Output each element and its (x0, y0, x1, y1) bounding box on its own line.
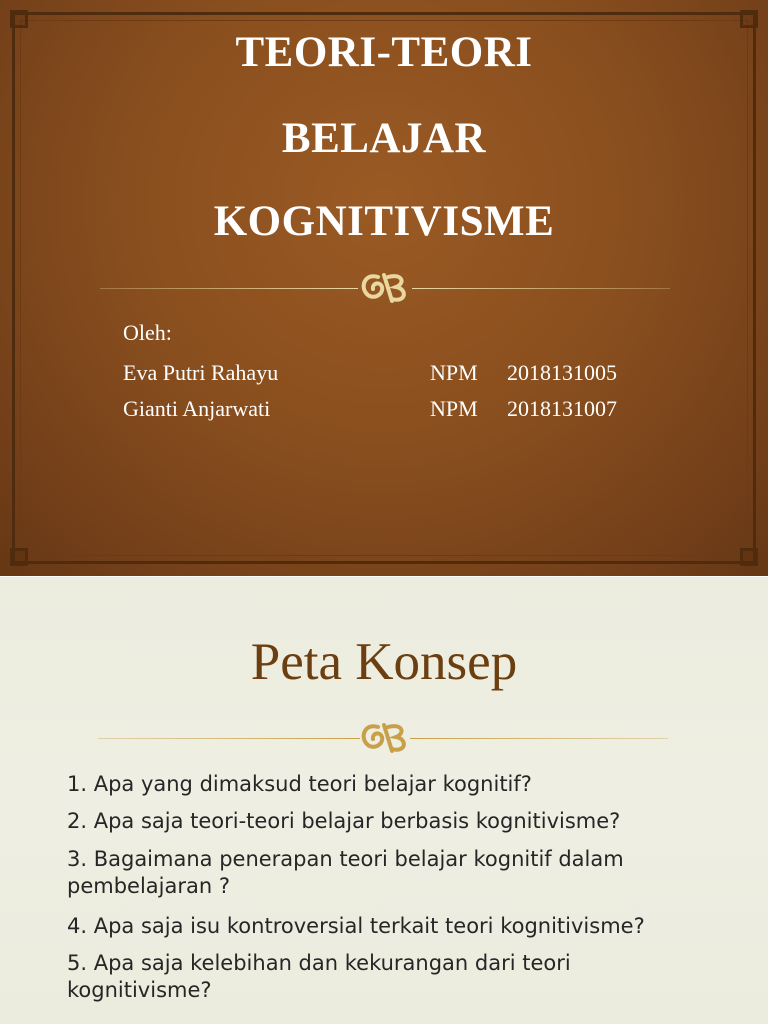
frame-corner (740, 10, 758, 28)
frame-corner (10, 10, 28, 28)
flourish-icon (358, 271, 412, 305)
author-name: Eva Putri Rahayu (123, 360, 279, 385)
question-item: 2. Apa saja teori-teori belajar berbasis kognitivisme? (67, 809, 621, 833)
title-line-1: TEORI-TEORI (235, 29, 533, 76)
question-item: 1. Apa yang dimaksud teori belajar kognitif? (67, 772, 532, 796)
author-id-label: NPM (430, 396, 478, 421)
frame-corner (10, 548, 28, 566)
slide-heading: Peta Konsep (250, 633, 518, 691)
by-label: Oleh: (123, 320, 172, 345)
question-item: 5. Apa saja kelebihan dan kekurangan dari teori kognitivisme? (67, 951, 571, 1002)
title-line-3: KOGNITIVISME (213, 198, 555, 245)
concept-map-slide (0, 577, 768, 1024)
question-item: 4. Apa saja isu kontroversial terkait teori kognitivisme? (67, 914, 645, 938)
question-item: 3. Bagaimana penerapan teori belajar kognitif dalam pembelajaran ? (67, 847, 624, 898)
frame-corner (740, 548, 758, 566)
divider-left (98, 738, 360, 739)
author-name: Gianti Anjarwati (123, 396, 271, 421)
divider-left (100, 288, 358, 289)
divider-right (410, 738, 668, 739)
author-id-value: 2018131007 (507, 396, 617, 421)
flourish-icon (358, 721, 412, 755)
title-line-2: BELAJAR (281, 115, 487, 162)
author-id-label: NPM (430, 360, 478, 385)
author-id-value: 2018131005 (507, 360, 617, 385)
divider-right (412, 288, 670, 289)
